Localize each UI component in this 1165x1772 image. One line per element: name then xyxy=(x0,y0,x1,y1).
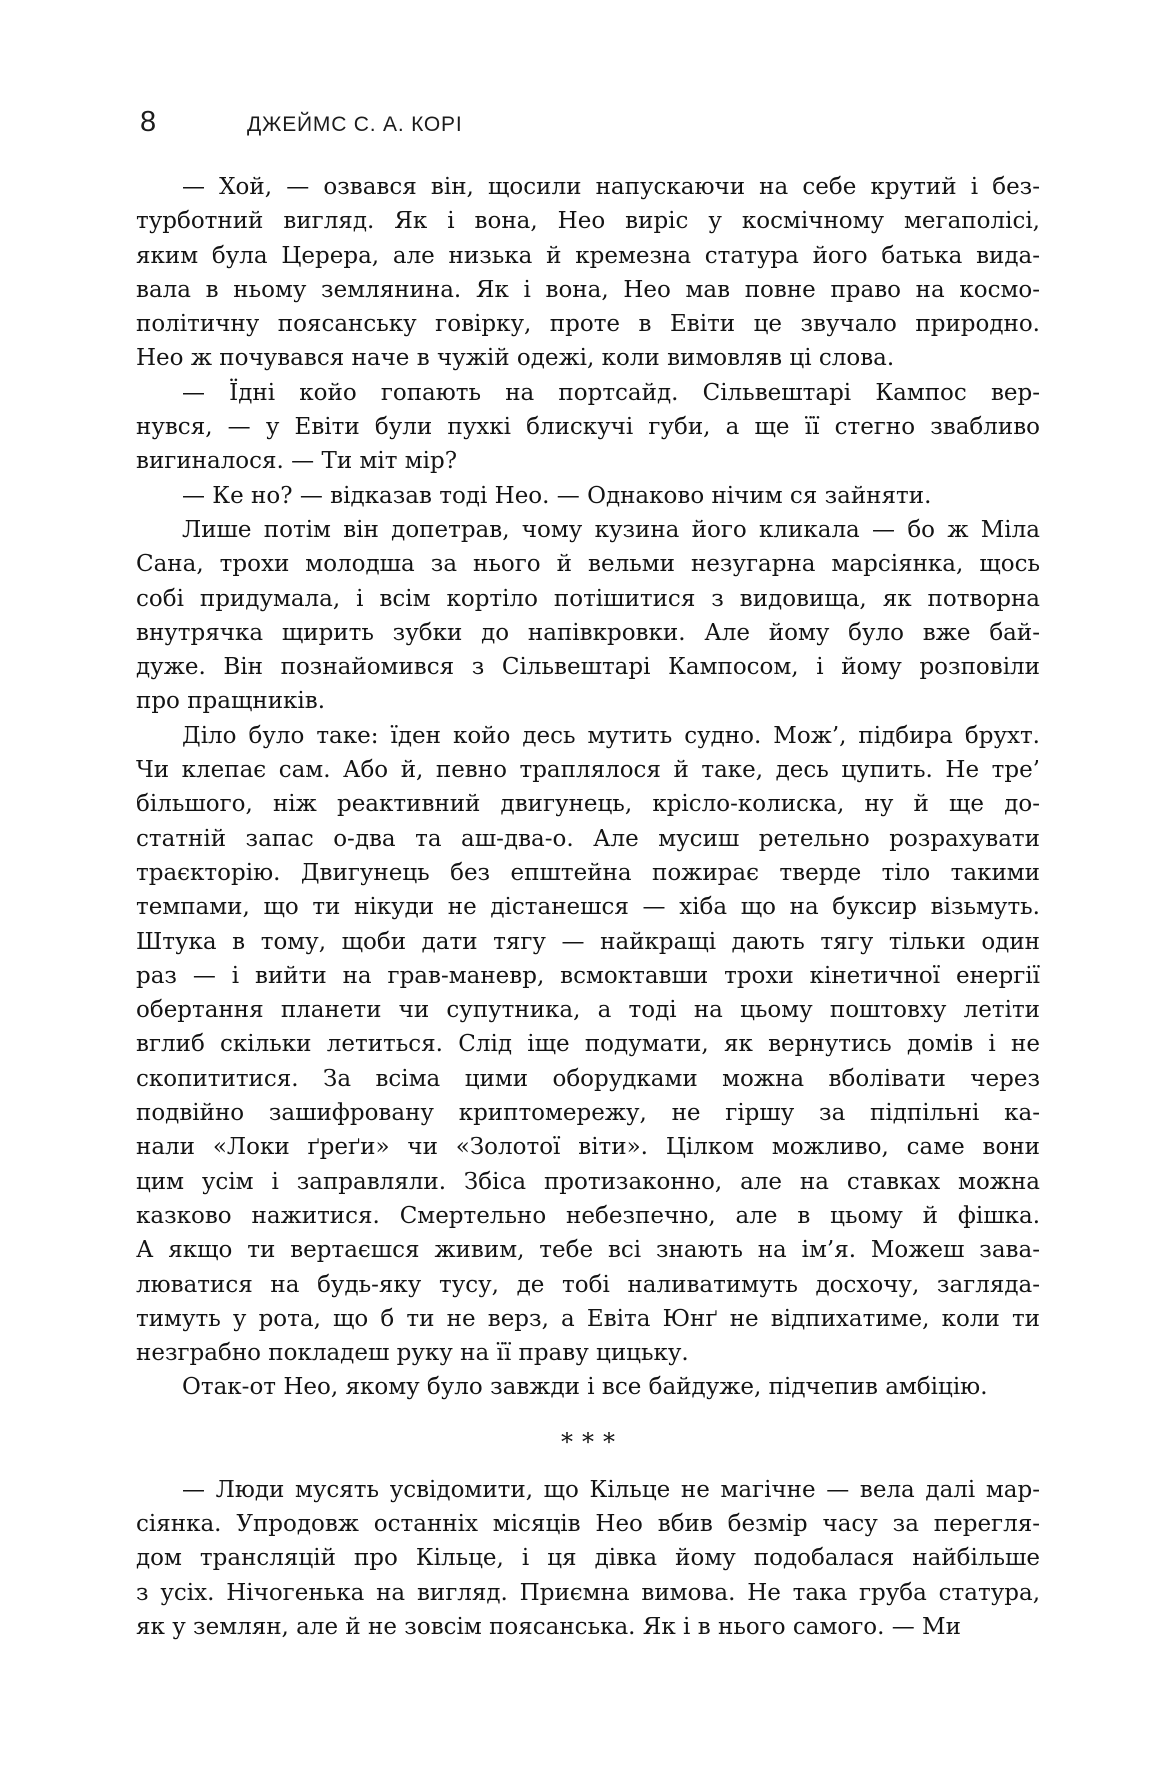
text-line: темпами, що ти нікуди не дістанешся — хіба що на буксир візьмуть. xyxy=(136,894,1040,921)
text-line: подвійно зашифровану криптомережу, не гіршу за підпільні ка- xyxy=(136,1100,1040,1127)
text-line: А якщо ти вертаєшся живим, тебе всі знають на ім’я. Можеш зава- xyxy=(136,1237,1040,1264)
text-line: траєкторію. Двигунець без епштейна пожирає тверде тіло такими xyxy=(136,859,1040,886)
paragraph xyxy=(136,1370,1040,1404)
text-line: казково нажитися. Смертельно небезпечно, але в цьому й фішка. xyxy=(136,1202,1040,1229)
text-line: — Хой, — озвався він, щосили напускаючи на себе крутий і без- xyxy=(182,174,1040,200)
page-header xyxy=(140,104,1040,148)
text-line: дом трансляцій про Кільце, і ця дівка йому подобалася найбільше xyxy=(136,1545,1040,1572)
paragraph xyxy=(136,479,1040,513)
section-separator: *** xyxy=(561,1427,624,1456)
text-line: яким була Церера, але низька й кремезна статура його батька вида- xyxy=(136,242,1040,269)
text-line: обертання планети чи супутника, а тоді на цьому поштовху летіти xyxy=(136,997,1040,1024)
text-line: Сана, трохи молодша за нього й вельми незугарна марсіянка, щось xyxy=(136,551,1040,578)
text-line: вглиб скільки летиться. Слід іще подумати, як вернутись домів і не xyxy=(136,1031,1040,1058)
text-line: нали «Локи ґреґи» чи «Золотої віти». Цілком можливо, саме вони xyxy=(136,1134,1040,1161)
text-line: — Люди мусять усвідомити, що Кільце не магічне — вела далі мар- xyxy=(182,1476,1040,1503)
text-line: дуже. Він познайомився з Сільвештарі Кампосом, і йому розповіли xyxy=(136,654,1040,681)
page-number: 8 xyxy=(140,106,157,138)
text-line: Чи клепає сам. Або й, певно траплялося й таке, десь цупить. Не тре’ xyxy=(136,757,1040,784)
text-line: сіянка. Упродовж останніх місяців Нео вбив безмір часу за перегля- xyxy=(136,1510,1040,1537)
text-line: незграбно покладеш руку на її праву цицьку. xyxy=(136,1340,689,1367)
text-line: Діло було таке: їден койо десь мутить судно. Мож’, підбира брухт. xyxy=(182,722,1040,749)
paragraph xyxy=(136,376,1040,479)
text-line: Лише потім він допетрав, чому кузина його кликала — бо ж Міла xyxy=(182,516,1040,543)
text-line: Нео ж почувався наче в чужій одежі, коли вимовляв ці слова. xyxy=(136,345,895,372)
text-line: раз — і вийти на грав-маневр, всмоктавши трохи кінетичної енергії xyxy=(136,962,1040,989)
paragraph xyxy=(136,719,1040,1371)
text-line: люватися на будь-яку тусу, де тобі наливатимуть досхочу, загляда- xyxy=(136,1271,1040,1298)
running-head: ДЖЕЙМС С. А. КОРІ xyxy=(247,113,463,136)
text-line: вигиналося. — Ти міт мір? xyxy=(136,448,458,475)
text-line: — Ке но? — відказав тоді Нео. — Однаково нічим ся зайняти. xyxy=(182,482,932,509)
text-line: Отак-от Нео, якому було завжди і все байдуже, підчепив амбіцію. xyxy=(182,1374,988,1401)
paragraph xyxy=(136,170,1040,376)
body-text xyxy=(136,170,1040,1644)
text-line: вала в ньому землянина. Як і вона, Нео мав повне право на космо- xyxy=(136,276,1040,303)
text-line: собі придумала, і всім кортіло потішитися з видовища, як потворна xyxy=(136,585,1040,612)
paragraph xyxy=(136,513,1040,719)
text-line: нувся, — у Евіти були пухкі блискучі губи, а ще її стегно звабливо xyxy=(136,414,1040,441)
text-line: турботний вигляд. Як і вона, Нео виріс у космічному мегаполісі, xyxy=(136,208,1040,235)
text-line: тимуть у рота, що б ти не верз, а Евіта Юнґ не відпихатиме, коли ти xyxy=(136,1305,1040,1332)
text-line: як у землян, але й не зовсім поясанська. Як і в нього самого. — Ми xyxy=(136,1613,961,1640)
text-line: політичну поясанську говірку, проте в Евіти це звучало природно. xyxy=(136,311,1040,338)
paragraph xyxy=(136,1473,1040,1644)
text-line: Штука в тому, щоби дати тягу — найкращі дають тягу тільки один xyxy=(136,928,1040,955)
text-line: цим усім і заправляли. Збіса протизаконно, але на ставках можна xyxy=(136,1168,1040,1195)
text-line: — Їдні койо гопають на портсайд. Сільвештарі Кампос вер- xyxy=(182,379,1040,406)
text-line: внутрячка щирить зубки до напівкровки. Але йому було вже бай- xyxy=(136,619,1040,646)
text-line: скопититися. За всіма цими оборудками можна вболівати через xyxy=(136,1065,1040,1092)
text-line: більшого, ніж реактивний двигунець, крісло-колиска, ну й ще до- xyxy=(136,791,1040,818)
text-line: з усіх. Нічогенька на вигляд. Приємна вимова. Не така груба статура, xyxy=(136,1579,1040,1606)
text-line: статній запас о-два та аш-два-о. Але мусиш ретельно розрахувати xyxy=(136,825,1040,852)
text-line: про пращників. xyxy=(136,688,326,715)
